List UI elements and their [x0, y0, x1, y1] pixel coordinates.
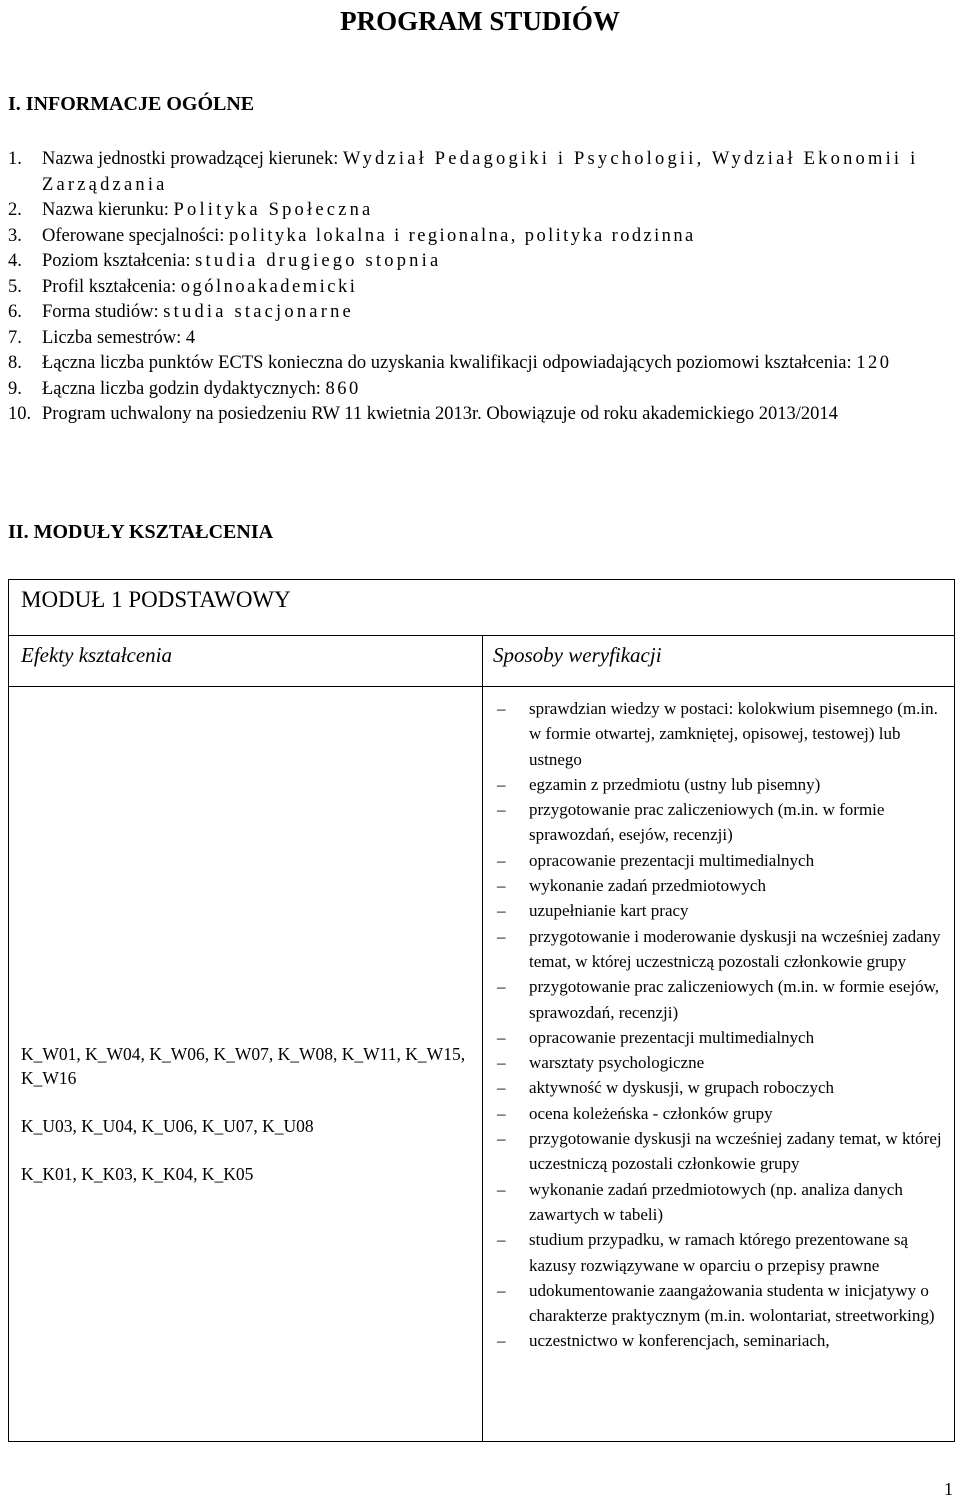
dash-bullet-icon: – [497, 1230, 506, 1250]
dash-bullet-icon: – [497, 850, 506, 870]
info-text [42, 351, 958, 377]
list-item [487, 797, 947, 848]
info-item [8, 249, 958, 275]
info-item [8, 300, 958, 326]
dash-bullet-icon: – [497, 1053, 506, 1073]
module-table [8, 579, 955, 1442]
method-text: opracowanie prezentacji multimedialnych [529, 850, 815, 870]
section-heading-modules: II. MODUŁY KSZTAŁCENIA [8, 521, 274, 543]
info-text [42, 275, 958, 301]
info-item [8, 402, 958, 428]
list-item [487, 1227, 947, 1278]
list-item [487, 1278, 947, 1329]
list-item [487, 1075, 947, 1100]
dash-bullet-icon: – [497, 699, 506, 718]
dash-bullet-icon: – [497, 1331, 506, 1351]
dash-bullet-icon: – [497, 977, 506, 997]
list-item [487, 1050, 947, 1075]
general-info-list [8, 147, 958, 428]
list-item [487, 1101, 947, 1126]
info-item [8, 377, 958, 403]
info-text [42, 249, 958, 275]
method-text: uzupełnianie kart pracy [529, 901, 689, 921]
info-number: 3. [8, 225, 22, 246]
method-text: przygotowanie dyskusji na wcześniej zadany temat, w której uczestniczą pozostali członkowie grupy [529, 1129, 942, 1174]
column-header-efekty: Efekty kształcenia [21, 643, 173, 667]
info-label: Nazwa jednostki prowadzącej kierunek: [42, 149, 344, 169]
list-item [487, 873, 947, 898]
outcomes-knowledge: K_W01, K_W04, K_W06, K_W07, K_W08, K_W11, K_W15, K_W16 [21, 1044, 466, 1088]
info-label: Oferowane specjalności: [42, 225, 229, 246]
list-item [487, 772, 947, 797]
list-item [487, 1126, 947, 1177]
info-value: studia stacjonarne [163, 302, 354, 322]
method-text: egzamin z przedmiotu (ustny lub pisemny) [529, 774, 821, 794]
info-label: Forma studiów: [42, 302, 164, 322]
header-divider [9, 686, 954, 687]
dash-bullet-icon: – [497, 1179, 506, 1199]
info-value: Wydział Pedagogiki i Psychologii, Wydział Ekonomii i Zarządzania [42, 149, 919, 195]
dash-bullet-icon: – [497, 1280, 506, 1300]
method-text: przygotowanie prac zaliczeniowych (m.in. w formie sprawozdań, esejów, recenzji) [529, 800, 885, 845]
info-label: Liczba semestrów: 4 [42, 327, 196, 348]
list-item [487, 1328, 947, 1353]
info-text [42, 402, 958, 428]
info-value: 860 [325, 378, 361, 399]
dash-bullet-icon: – [497, 774, 506, 794]
info-text [42, 377, 958, 403]
info-number: 9. [8, 378, 22, 399]
info-number: 10. [8, 404, 32, 424]
list-item [487, 848, 947, 873]
info-item [8, 224, 958, 250]
dash-bullet-icon: – [497, 800, 506, 820]
info-text [42, 326, 958, 352]
method-text: warsztaty psychologiczne [529, 1053, 705, 1073]
method-text: sprawdzian wiedzy w postaci: kolokwium pisemnego (m.in. w formie otwartej, zamkniętej, opisowej, testowej) lub ustnego [529, 699, 938, 769]
info-label: Nazwa kierunku: [42, 200, 174, 220]
method-text: udokumentowanie zaangażowania studenta w inicjatywy o charakterze praktycznym (m.in. wolontariat, streetworking) [529, 1280, 935, 1326]
info-value: Polityka Społeczna [173, 200, 374, 220]
info-number: 6. [8, 302, 22, 322]
info-text [42, 147, 958, 198]
column-divider [482, 636, 483, 1441]
info-item [8, 275, 958, 301]
method-text: przygotowanie prac zaliczeniowych (m.in. w formie esejów, sprawozdań, recenzji) [529, 977, 940, 1022]
info-item [8, 198, 958, 224]
method-text: wykonanie zadań przedmiotowych (np. analiza danych zawartych w tabeli) [529, 1179, 903, 1224]
module-columns [9, 636, 954, 1441]
method-text: uczestnictwo w konferencjach, seminariach, [529, 1331, 830, 1351]
info-label: Łączna liczba godzin dydaktycznych: [42, 378, 326, 399]
list-item [487, 974, 947, 1025]
list-item [487, 696, 947, 772]
method-text: studium przypadku, w ramach którego prezentowane są kazusy rozwiązywane w oparciu o przepisy prawne [529, 1230, 909, 1275]
column-header-sposoby: Sposoby weryfikacji [493, 643, 662, 667]
info-number: 7. [8, 327, 22, 348]
info-item [8, 147, 958, 198]
document-title: PROGRAM STUDIÓW [340, 6, 620, 36]
section-heading-general-info: I. INFORMACJE OGÓLNE [8, 93, 255, 115]
info-value: polityka lokalna i regionalna, polityka rodzinna [228, 225, 696, 246]
info-item [8, 351, 958, 377]
info-label: Poziom kształcenia: [42, 251, 196, 271]
method-text: przygotowanie i moderowanie dyskusji na wcześniej zadany temat, w której uczestniczą pozostali członkowie grupy [529, 926, 941, 971]
outcomes-skills: K_U03, K_U04, K_U06, K_U07, K_U08 [21, 1116, 314, 1136]
method-text: opracowanie prezentacji multimedialnych [529, 1027, 815, 1047]
method-text: wykonanie zadań przedmiotowych [529, 876, 766, 896]
method-text: ocena koleżeńska - członków grupy [529, 1103, 773, 1123]
list-item [487, 1177, 947, 1228]
info-item [8, 326, 958, 352]
dash-bullet-icon: – [497, 901, 506, 921]
info-label: Łączna liczba punktów ECTS konieczna do uzyskania kwalifikacji odpowiadających poziomowi kształcenia: [42, 353, 857, 373]
dash-bullet-icon: – [497, 1078, 506, 1098]
list-item [487, 924, 947, 975]
dash-bullet-icon: – [497, 1129, 506, 1149]
module-title: MODUŁ 1 PODSTAWOWY [9, 580, 954, 636]
info-number: 2. [8, 200, 22, 220]
list-item [487, 898, 947, 923]
info-label: Profil kształcenia: [42, 276, 181, 297]
info-text [42, 300, 958, 326]
dash-bullet-icon: – [497, 1027, 506, 1047]
learning-outcomes-cell [21, 1042, 471, 1210]
info-value: studia drugiego stopnia [195, 251, 442, 271]
list-item [487, 1025, 947, 1050]
page-number: 1 [944, 1479, 953, 1499]
outcomes-competences: K_K01, K_K03, K_K04, K_K05 [21, 1164, 254, 1184]
method-text: aktywność w dyskusji, w grupach roboczych [529, 1078, 834, 1098]
dash-bullet-icon: – [497, 926, 506, 946]
info-value: ogólnoakademicki [180, 276, 358, 297]
info-text [42, 198, 958, 224]
info-number: 4. [8, 251, 22, 271]
info-text [42, 224, 958, 250]
dash-bullet-icon: – [497, 1103, 506, 1123]
info-value: 120 [856, 353, 892, 373]
info-label: Program uchwalony na posiedzeniu RW 11 kwietnia 2013r. Obowiązuje od roku akademickiego 2013/2014 [42, 404, 838, 424]
info-number: 1. [8, 149, 22, 169]
info-number: 8. [8, 353, 22, 373]
dash-bullet-icon: – [497, 876, 506, 896]
verification-methods-list [487, 696, 947, 1354]
info-number: 5. [8, 276, 22, 297]
